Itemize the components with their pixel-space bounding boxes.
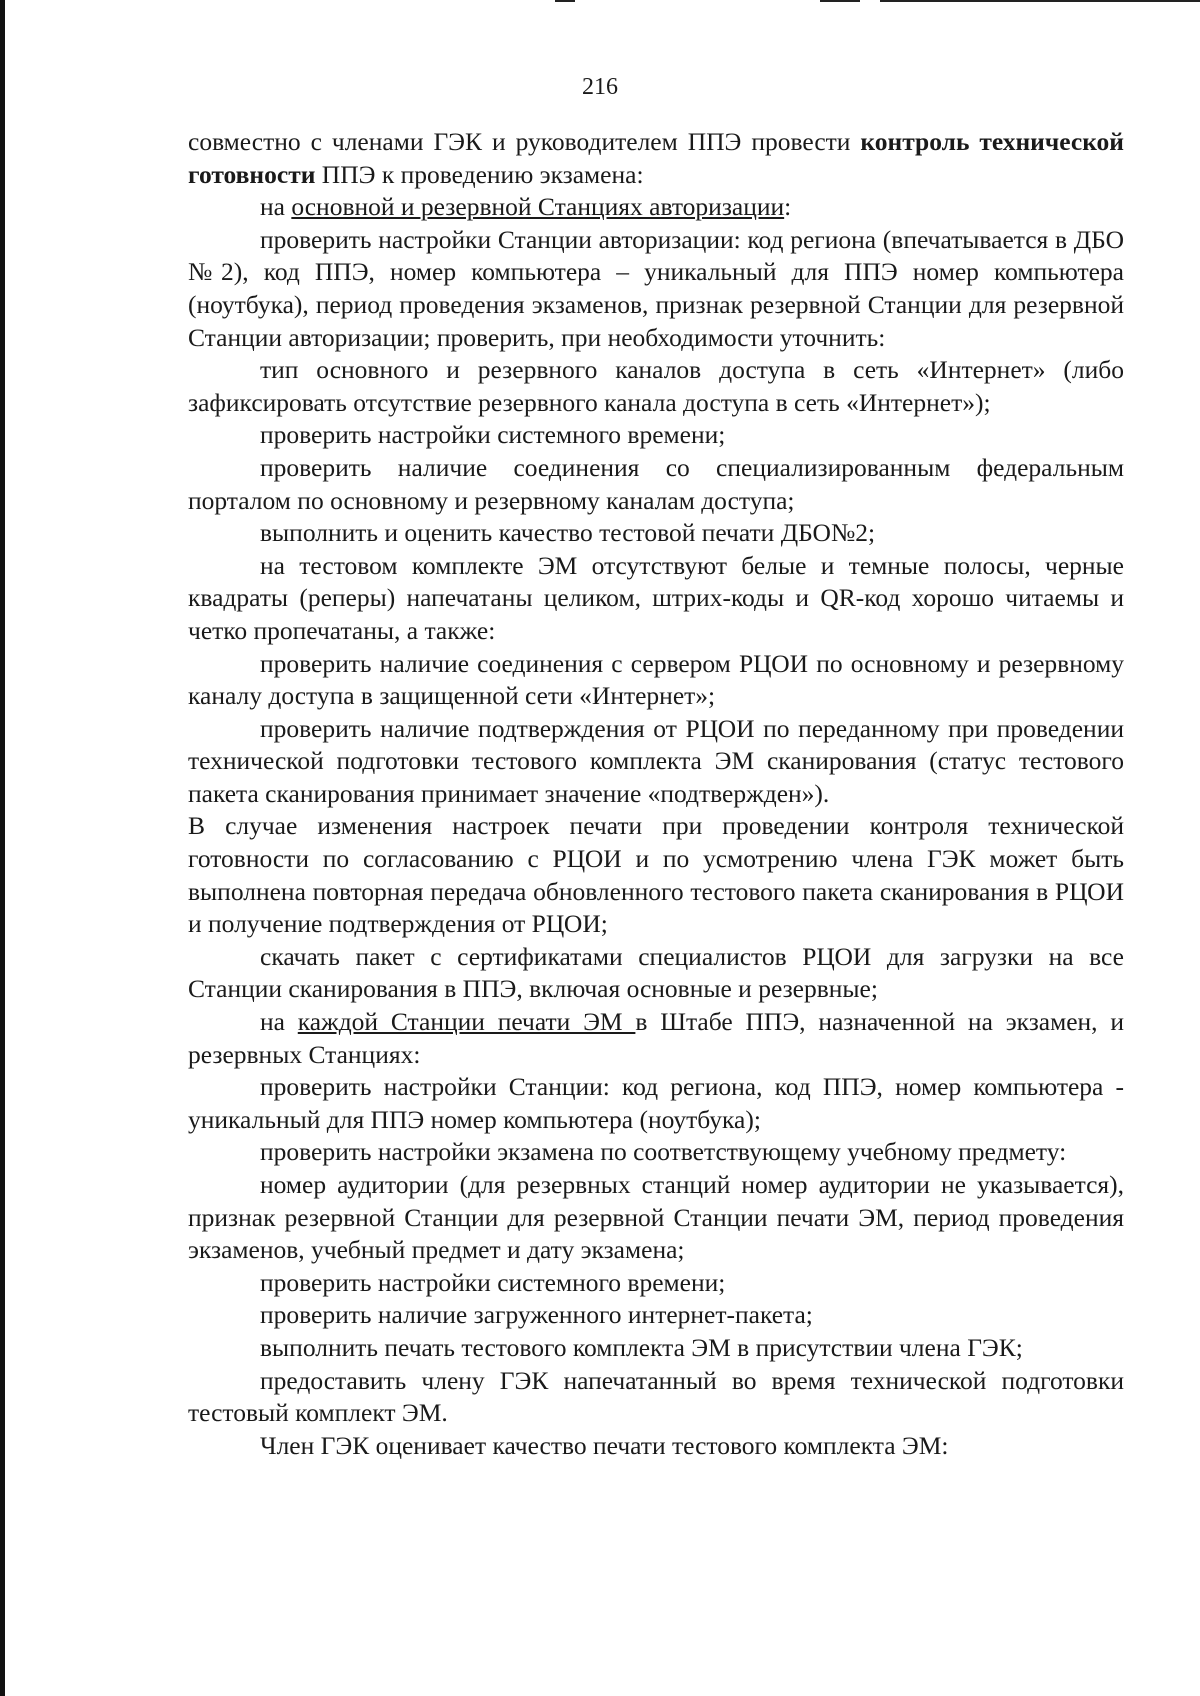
scan-top-mark [820,0,860,2]
underlined-text: основной и резервной Станциях авторизации [291,192,785,222]
paragraph [188,126,1124,191]
paragraph: проверить наличие подтверждения от РЦОИ по переданному при проведении технической подготовки тестового комплекта ЭМ сканирования (статус тестового пакета сканирования принимает значение «подтвержден»). [188,713,1124,808]
scan-top-mark [555,0,575,2]
paragraph [188,1006,1124,1071]
paragraph: выполнить и оценить качество тестовой печати ДБО№2; [260,518,876,548]
paragraph: проверить настройки системного времени; [260,1267,726,1297]
paragraph: выполнить печать тестового комплекта ЭМ в присутствии члена ГЭК; [260,1332,1023,1362]
paragraph: проверить настройки Станции: код региона, код ППЭ, номер компьютера - уникальный для ППЭ номер компьютера (ноутбука); [188,1072,1124,1134]
text-run: : [784,192,792,222]
paragraph: скачать пакет с сертификатами специалистов РЦОИ для загрузки на все Станции сканирования в ППЭ, включая основные и резервные; [188,941,1124,1004]
paragraph: номер аудитории (для резервных станций номер аудитории не указывается), признак резервной Станции для резервной Станции печати ЭМ, период проведения экзаменов, учебный предмет и дату экзамена; [188,1170,1124,1265]
page-number: 216 [582,74,618,100]
text-run: в Штабе ППЭ, назначенной на экзамен, и резервных Станциях: [188,1007,1125,1069]
paragraph: проверить настройки экзамена по соответствующему учебному предмету: [260,1137,1067,1167]
text-run: совместно с членами ГЭК и руководителем ППЭ провести [188,127,861,156]
text-run: на [260,192,292,222]
scan-left-edge [0,0,5,1696]
bold-text: контроль технической готовности [188,127,1125,189]
paragraph: проверить настройки системного времени; [260,420,726,450]
paragraph: тип основного и резервного каналов доступа в сеть «Интернет» (либо зафиксировать отсутствие резервного канала доступа в сеть «Интернет»); [188,355,1124,417]
paragraph: проверить наличие загруженного интернет-пакета; [260,1300,813,1330]
paragraph: Член ГЭК оценивает качество печати тестового комплекта ЭМ: [260,1430,949,1460]
paragraph: проверить настройки Станции авторизации: код региона (впечатывается в ДБО №2), код ППЭ, номер компьютера – уникальный для ППЭ номер компьютера (ноутбука), период проведения экзаменов, признак резервной Станции для резервной Станции авторизации; проверить, при необходимости уточнить: [188,224,1124,352]
scan-top-mark [880,0,1200,2]
paragraph: предоставить члену ГЭК напечатанный во время технической подготовки тестовый комплект ЭМ. [188,1365,1124,1428]
text-run: на [260,1007,298,1037]
paragraph [188,191,1124,224]
underlined-text: каждой Станции печати ЭМ [297,1007,636,1037]
paragraph: проверить наличие соединения с сервером РЦОИ по основному и резервному каналу доступа в защищенной сети «Интернет»; [188,648,1124,711]
paragraph: В случае изменения настроек печати при проведении контроля технической готовности по согласованию с РЦОИ и по усмотрению члена ГЭК может быть выполнена повторная передача обновленного тестового пакета сканирования в РЦОИ и получение подтверждения от РЦОИ; [188,811,1124,939]
text-run: ППЭ к проведению экзамена: [315,159,644,189]
document-body [188,126,1124,1462]
paragraph: проверить наличие соединения со специализированным федеральным порталом по основному и резервному каналам доступа; [188,452,1124,515]
paragraph: на тестовом комплекте ЭМ отсутствуют белые и темные полосы, черные квадраты (реперы) напечатаны целиком, штрих-коды и QR-код хорошо читаемы и четко пропечатаны, а также: [188,550,1124,645]
